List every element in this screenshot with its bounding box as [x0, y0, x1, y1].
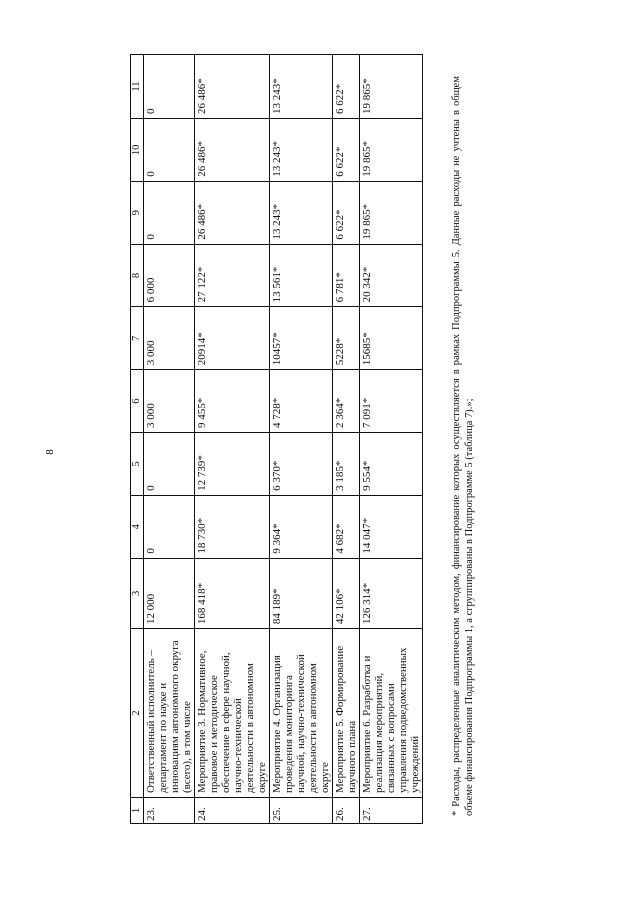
column-header: 2 [131, 629, 144, 798]
value-cell: 12 000 [144, 558, 195, 628]
value-cell: 0 [144, 433, 195, 496]
value-cell: 0 [144, 55, 195, 119]
value-cell: 0 [144, 118, 195, 181]
column-header: 9 [131, 181, 144, 244]
column-header: 11 [131, 55, 144, 119]
footnote: * Расходы, распределенные аналитическим методом, финансирование которых осуществляется в рамках Подпрограммы 5. Данные расходы не учтены в общем объеме финансирования Подпрограммы 1, а сгруппированы в Подпрограмме 5 (таблица 7).»; [451, 76, 475, 816]
value-cell: 20914* [195, 307, 270, 370]
value-cell: 15685* [360, 307, 423, 370]
value-cell: 42 106* [333, 558, 360, 628]
value-cell: 6 781* [333, 244, 360, 307]
table-row [333, 55, 360, 824]
value-cell: 2 364* [333, 370, 360, 433]
rotated-page-content [130, 52, 510, 852]
column-header: 10 [131, 118, 144, 181]
value-cell: 19 865* [360, 181, 423, 244]
value-cell: 9 554* [360, 433, 423, 496]
value-cell: 4 728* [270, 370, 333, 433]
value-cell: 6 000 [144, 244, 195, 307]
column-header: 1 [131, 798, 144, 824]
page-number: 8 [44, 449, 56, 455]
row-number: 24. [195, 798, 270, 824]
column-header: 3 [131, 558, 144, 628]
funding-table [130, 54, 423, 824]
value-cell: 0 [144, 495, 195, 558]
column-header: 7 [131, 307, 144, 370]
value-cell: 13 561* [270, 244, 333, 307]
value-cell: 126 314* [360, 558, 423, 628]
column-header: 8 [131, 244, 144, 307]
value-cell: 12 739* [195, 433, 270, 496]
row-name: Ответственный исполнитель – департамент по науке и инновациям автономного округа (всего), в том числе [144, 629, 195, 798]
value-cell: 20 342* [360, 244, 423, 307]
value-cell: 13 243* [270, 118, 333, 181]
value-cell: 10457* [270, 307, 333, 370]
value-cell: 6 622* [333, 118, 360, 181]
column-header: 4 [131, 495, 144, 558]
column-header: 5 [131, 433, 144, 496]
table-header-row [131, 55, 144, 824]
table-row [360, 55, 423, 824]
row-name: Мероприятие 4. Организация проведения мониторинга научной, научно-технической деятельности в автономном округе [270, 629, 333, 798]
value-cell: 84 189* [270, 558, 333, 628]
column-header: 6 [131, 370, 144, 433]
value-cell: 3 000 [144, 307, 195, 370]
table-row [270, 55, 333, 824]
value-cell: 13 243* [270, 181, 333, 244]
value-cell: 19 865* [360, 118, 423, 181]
value-cell: 27 122* [195, 244, 270, 307]
value-cell: 26 486* [195, 55, 270, 119]
value-cell: 5228* [333, 307, 360, 370]
row-number: 25. [270, 798, 333, 824]
value-cell: 4 682* [333, 495, 360, 558]
row-name: Мероприятие 5. Формирование научного плана [333, 629, 360, 798]
value-cell: 14 047* [360, 495, 423, 558]
value-cell: 6 622* [333, 181, 360, 244]
value-cell: 0 [144, 181, 195, 244]
value-cell: 6 622* [333, 55, 360, 119]
value-cell: 18 730* [195, 495, 270, 558]
row-name: Мероприятие 3. Нормативное, правовое и методическое обеспечение в сфере научной, научно-технической деятельности в автономном округе [195, 629, 270, 798]
value-cell: 7 091* [360, 370, 423, 433]
value-cell: 13 243* [270, 55, 333, 119]
value-cell: 9 364* [270, 495, 333, 558]
value-cell: 3 000 [144, 370, 195, 433]
value-cell: 26 486* [195, 181, 270, 244]
value-cell: 6 370* [270, 433, 333, 496]
table-row [144, 55, 195, 824]
table-row [195, 55, 270, 824]
row-number: 23. [144, 798, 195, 824]
value-cell: 26 486* [195, 118, 270, 181]
value-cell: 3 185* [333, 433, 360, 496]
value-cell: 9 455* [195, 370, 270, 433]
value-cell: 19 865* [360, 55, 423, 119]
value-cell: 168 418* [195, 558, 270, 628]
row-name: Мероприятие 6. Разработка и реализация мероприятий, связанных с вопросами управления подведомственных учреждений [360, 629, 423, 798]
row-number: 27. [360, 798, 423, 824]
row-number: 26. [333, 798, 360, 824]
